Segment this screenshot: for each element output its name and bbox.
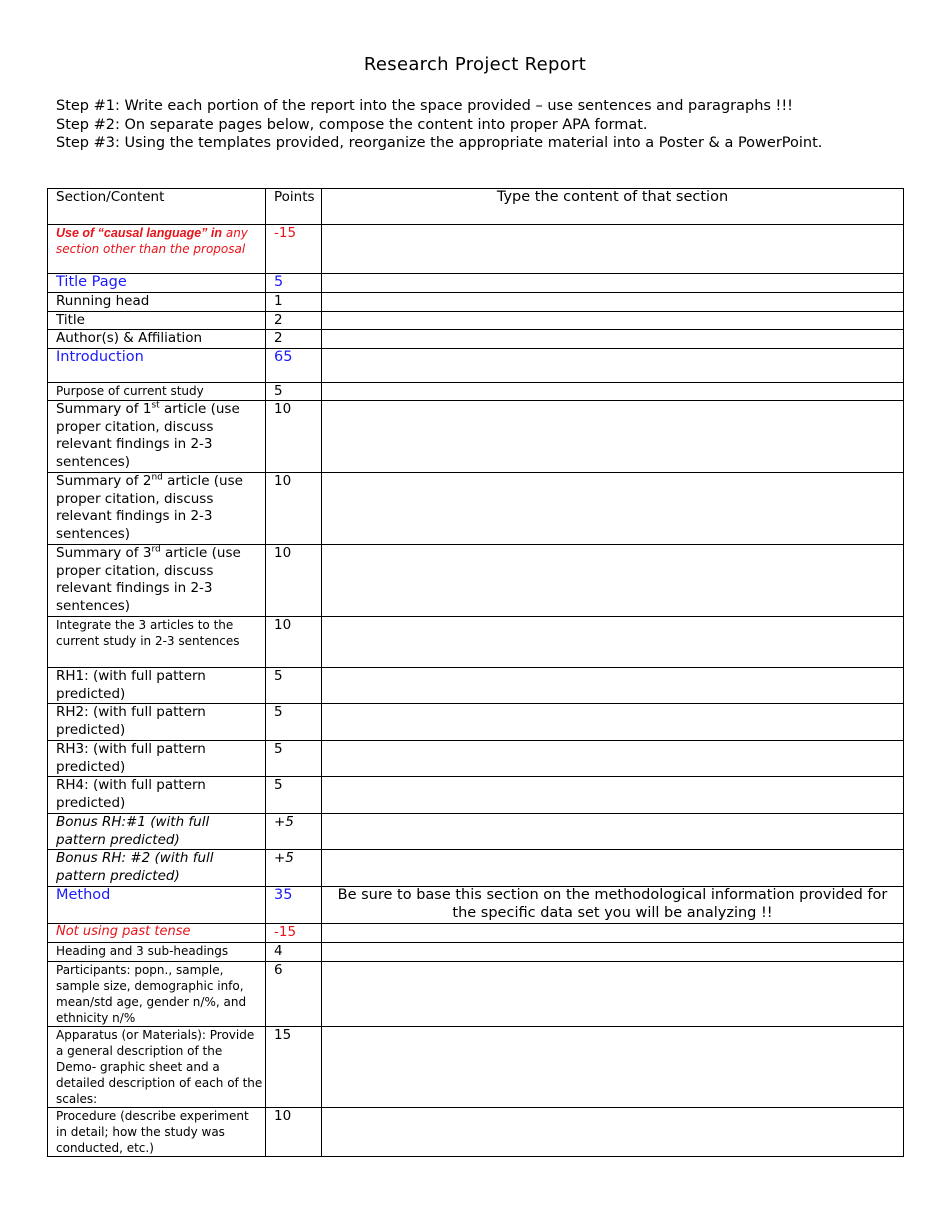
summary-3-pre: Summary of 3 — [56, 545, 152, 561]
summary-1-points: 10 — [266, 401, 322, 473]
table-row — [48, 274, 904, 293]
summary-3-label — [48, 545, 266, 617]
table-row — [48, 704, 904, 741]
table-header-row — [48, 189, 904, 225]
procedure-points: 10 — [266, 1107, 322, 1156]
summary-3-points: 10 — [266, 545, 322, 617]
running-head-label: Running head — [48, 293, 266, 312]
bonus-1-label: Bonus RH:#1 (with full pattern predicted) — [48, 814, 266, 850]
rh4-points: 5 — [266, 777, 322, 814]
purpose-label: Purpose of current study — [48, 382, 266, 401]
table-row — [48, 961, 904, 1026]
bonus-2-points: +5 — [266, 850, 322, 887]
bonus-1-points: +5 — [266, 814, 322, 850]
title-page-content-cell[interactable] — [322, 274, 904, 293]
table-row — [48, 887, 904, 924]
rh1-label: RH1: (with full pattern predicted) — [48, 668, 266, 704]
table-row — [48, 401, 904, 473]
integrate-label: Integrate the 3 articles to the current study in 2-3 sentences — [48, 617, 266, 668]
introduction-label: Introduction — [48, 348, 266, 382]
instructions — [56, 97, 822, 153]
summary-3-sup: rd — [151, 544, 161, 555]
causal-language-label — [48, 225, 266, 274]
title-label: Title — [48, 311, 266, 330]
title-points: 2 — [266, 311, 322, 330]
bonus-1-content-cell[interactable] — [322, 814, 904, 850]
procedure-content-cell[interactable] — [322, 1107, 904, 1156]
past-tense-points: -15 — [266, 924, 322, 943]
apparatus-content-cell[interactable] — [322, 1026, 904, 1107]
table-row — [48, 741, 904, 777]
causal-points: -15 — [266, 225, 322, 274]
causal-label-bold: Use of “causal language” in — [56, 226, 223, 240]
past-tense-label: Not using past tense — [48, 924, 266, 943]
heading-content-cell[interactable] — [322, 942, 904, 961]
header-section: Section/Content — [48, 189, 266, 225]
table-row — [48, 330, 904, 349]
heading-label: Heading and 3 sub-headings — [48, 942, 266, 961]
authors-points: 2 — [266, 330, 322, 349]
table-row — [48, 293, 904, 312]
apparatus-label: Apparatus (or Materials): Provide a general description of the Demo- graphic sheet and a detailed description of each of the scales: — [48, 1026, 266, 1107]
table-row — [48, 545, 904, 617]
summary-1-label — [48, 401, 266, 473]
rh4-label: RH4: (with full pattern predicted) — [48, 777, 266, 814]
summary-2-points: 10 — [266, 473, 322, 545]
integrate-points: 10 — [266, 617, 322, 668]
apparatus-points: 15 — [266, 1026, 322, 1107]
summary-2-content-cell[interactable] — [322, 473, 904, 545]
participants-points: 6 — [266, 961, 322, 1026]
rh4-content-cell[interactable] — [322, 777, 904, 814]
participants-label: Participants: popn., sample, sample size, demographic info, mean/std age, gender n/%, and ethnicity n/% — [48, 961, 266, 1026]
bonus-2-content-cell[interactable] — [322, 850, 904, 887]
header-points: Points — [266, 189, 322, 225]
step-2: Step #2: On separate pages below, compose the content into proper APA format. — [56, 116, 648, 133]
authors-content-cell[interactable] — [322, 330, 904, 349]
table-row — [48, 668, 904, 704]
rh3-content-cell[interactable] — [322, 741, 904, 777]
rh2-label: RH2: (with full pattern predicted) — [48, 704, 266, 741]
summary-3-post: article (use proper citation, discuss relevant findings in 2-3 sentences) — [56, 545, 241, 614]
rh1-points: 5 — [266, 668, 322, 704]
summary-1-pre: Summary of 1 — [56, 401, 152, 417]
summary-1-post: article (use proper citation, discuss relevant findings in 2-3 sentences) — [56, 401, 240, 470]
procedure-label: Procedure (describe experiment in detail; how the study was conducted, etc.) — [48, 1107, 266, 1156]
summary-2-sup: nd — [151, 472, 163, 483]
rh2-points: 5 — [266, 704, 322, 741]
causal-content-cell[interactable] — [322, 225, 904, 274]
table-row — [48, 382, 904, 401]
table-row — [48, 1026, 904, 1107]
bonus-2-label: Bonus RH: #2 (with full pattern predicted) — [48, 850, 266, 887]
table-row — [48, 311, 904, 330]
summary-1-content-cell[interactable] — [322, 401, 904, 473]
authors-label: Author(s) & Affiliation — [48, 330, 266, 349]
table-row — [48, 617, 904, 668]
integrate-content-cell[interactable] — [322, 617, 904, 668]
table-row — [48, 225, 904, 274]
participants-content-cell[interactable] — [322, 961, 904, 1026]
table-row — [48, 777, 904, 814]
report-table — [47, 188, 904, 1157]
table-row — [48, 850, 904, 887]
method-points: 35 — [266, 887, 322, 924]
rh3-points: 5 — [266, 741, 322, 777]
running-head-points: 1 — [266, 293, 322, 312]
table-row — [48, 1107, 904, 1156]
past-tense-content-cell[interactable] — [322, 924, 904, 943]
title-page-label: Title Page — [48, 274, 266, 293]
method-note: Be sure to base this section on the methodological information provided for the specific data set you will be analyzing !! — [322, 887, 904, 924]
rh3-label: RH3: (with full pattern predicted) — [48, 741, 266, 777]
table-row — [48, 924, 904, 943]
table-row — [48, 473, 904, 545]
running-head-content-cell[interactable] — [322, 293, 904, 312]
header-content: Type the content of that section — [322, 189, 904, 225]
method-label: Method — [48, 887, 266, 924]
title-page-points: 5 — [266, 274, 322, 293]
step-1: Step #1: Write each portion of the report into the space provided – use sentences and paragraphs !!! — [56, 98, 793, 114]
report-title: Research Project Report — [363, 54, 587, 75]
summary-2-pre: Summary of 2 — [56, 473, 152, 489]
introduction-content-cell[interactable] — [322, 348, 904, 382]
rh1-content-cell[interactable] — [322, 668, 904, 704]
summary-2-label — [48, 473, 266, 545]
summary-2-post: article (use proper citation, discuss relevant findings in 2-3 sentences) — [56, 473, 243, 542]
step-3: Step #3: Using the templates provided, reorganize the appropriate material into a Poster & a PowerPoint. — [56, 135, 823, 151]
table-row — [48, 942, 904, 961]
purpose-points: 5 — [266, 382, 322, 401]
title-content-cell[interactable] — [322, 311, 904, 330]
table-row — [48, 348, 904, 382]
introduction-points: 65 — [266, 348, 322, 382]
purpose-content-cell[interactable] — [322, 382, 904, 401]
table-row — [48, 814, 904, 850]
rh2-content-cell[interactable] — [322, 704, 904, 741]
summary-3-content-cell[interactable] — [322, 545, 904, 617]
causal-label-rest: any section other than the proposal — [56, 226, 248, 256]
summary-1-sup: st — [151, 400, 160, 411]
heading-points: 4 — [266, 942, 322, 961]
